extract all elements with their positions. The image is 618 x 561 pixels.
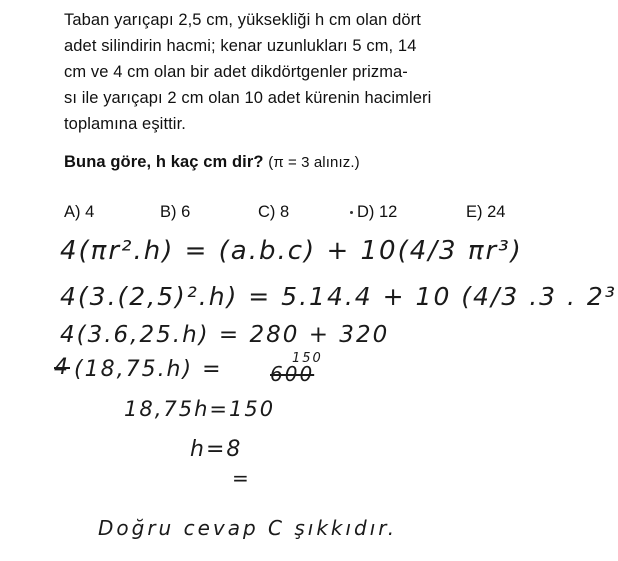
question-line-4: sı ile yarıçapı 2 cm olan 10 adet kürenin hacimleri bbox=[64, 89, 432, 107]
question-line-3: cm ve 4 cm olan bir adet dikdörtgenler prizma- bbox=[64, 63, 408, 81]
solution-line-5: 18,75h=150 bbox=[124, 397, 276, 421]
answer-sentence: Doğru cevap C şıkkıdır. bbox=[98, 516, 398, 540]
solution-line-6: h=8 bbox=[190, 437, 243, 462]
solution-line-2: 4(3.(2,5)².h) = 5.14.4 + 10 (4/3 .3 . 2³ bbox=[60, 282, 617, 311]
solution-line-4: (18,75.h) = bbox=[74, 357, 223, 382]
question-prompt: Buna göre, h kaç cm dir? bbox=[64, 153, 264, 171]
option-c: C) 8 bbox=[258, 203, 290, 221]
scribble-dot bbox=[350, 211, 353, 214]
double-underline: = bbox=[232, 466, 251, 490]
pi-note: (π = 3 alınız.) bbox=[268, 154, 360, 171]
question-line-5: toplamına eşittir. bbox=[64, 115, 186, 133]
option-d: D) 12 bbox=[357, 203, 398, 221]
option-e: E) 24 bbox=[466, 203, 506, 221]
crossed-four: 4 bbox=[54, 355, 70, 380]
solution-line-3: 4(3.6,25.h) = 280 + 320 bbox=[60, 322, 390, 348]
question-prompt-row bbox=[64, 153, 360, 172]
reduced-150: 150 bbox=[292, 351, 323, 366]
option-b: B) 6 bbox=[160, 203, 191, 221]
crossed-600: 600 bbox=[270, 362, 315, 386]
question-line-2: adet silindirin hacmi; kenar uzunlukları 5 cm, 14 bbox=[64, 37, 417, 55]
question-line-1: Taban yarıçapı 2,5 cm, yüksekliği h cm olan dört bbox=[64, 11, 421, 29]
option-a: A) 4 bbox=[64, 203, 95, 221]
solution-line-1: 4(πr².h) = (a.b.c) + 10(4/3 πr³) bbox=[60, 236, 523, 266]
